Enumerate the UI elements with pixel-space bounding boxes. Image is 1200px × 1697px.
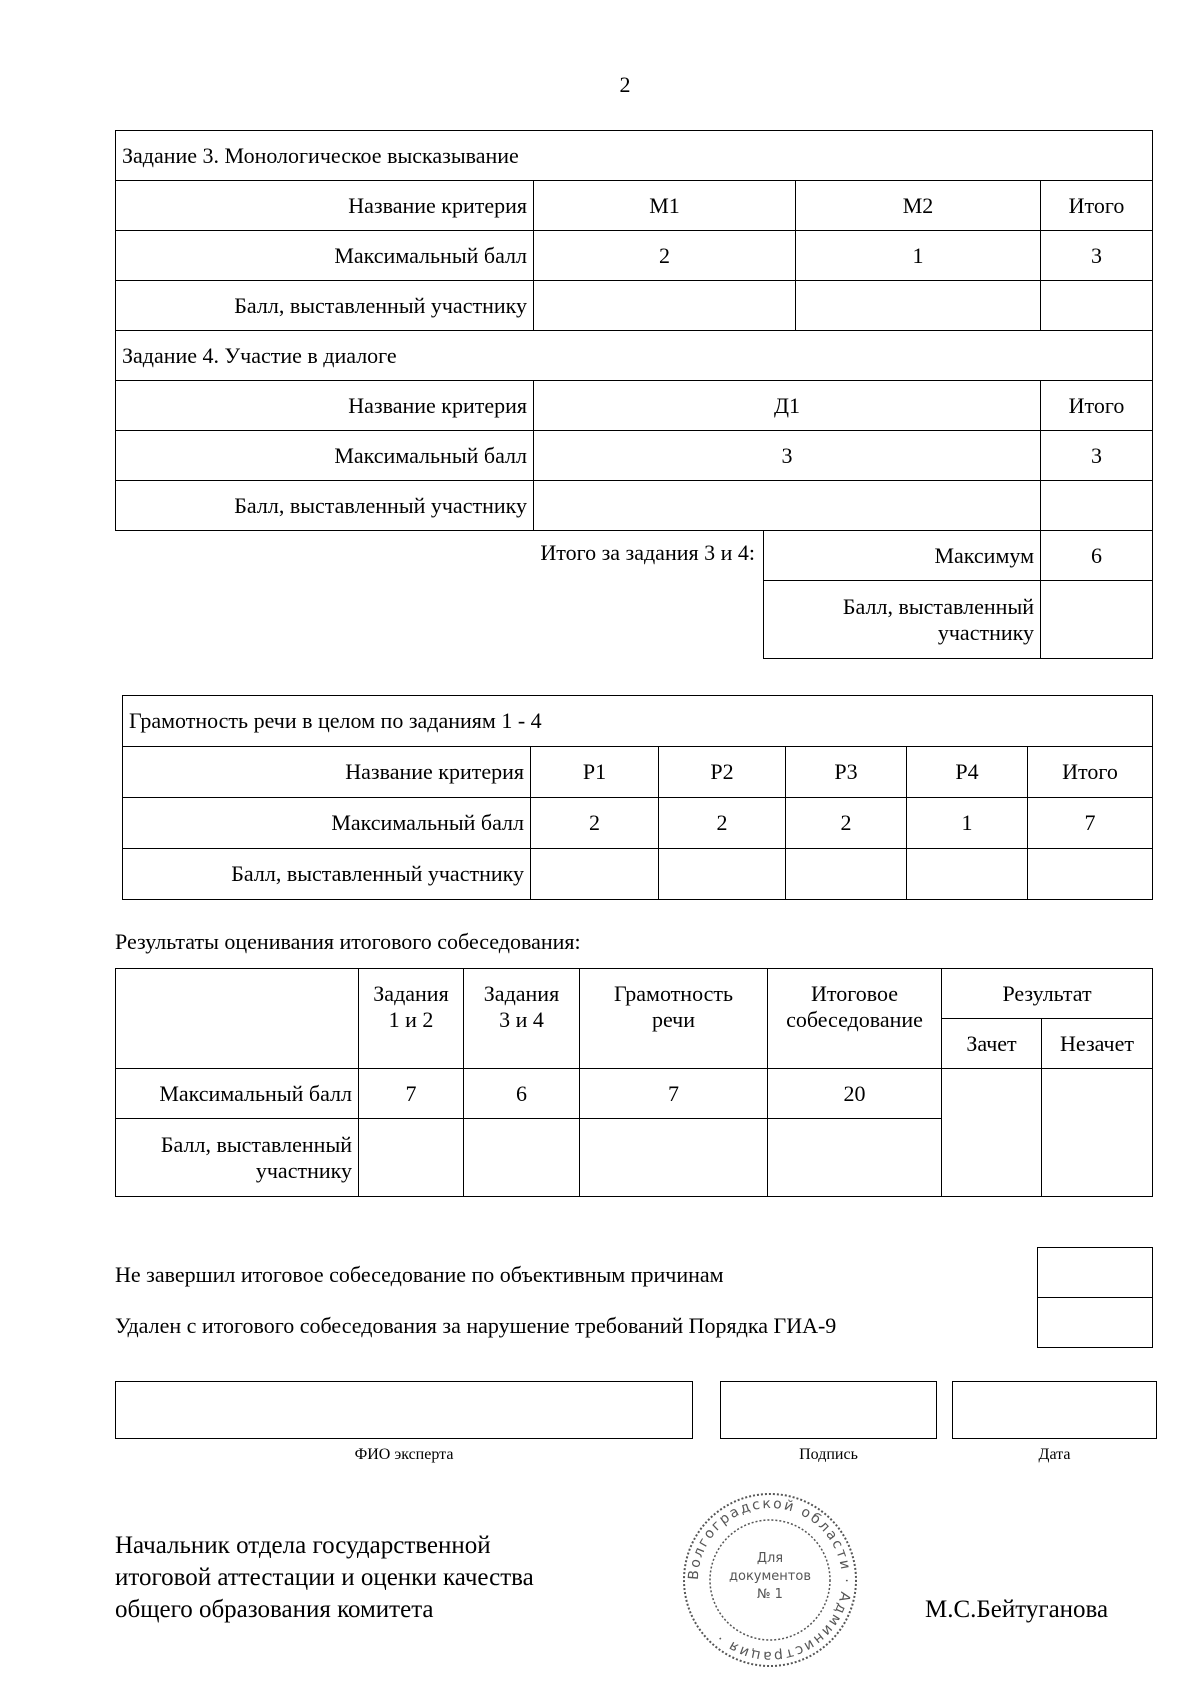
maximum-label: Максимум xyxy=(764,531,1041,581)
criterion-total: Итого xyxy=(1041,181,1153,231)
max-p4: 1 xyxy=(907,798,1028,849)
stamp-ring-text: Волгоградской области · Администрация · xyxy=(685,1495,855,1665)
criterion-total: Итого xyxy=(1041,381,1153,431)
page-number: 2 xyxy=(619,72,631,97)
max-m1: 2 xyxy=(534,231,796,281)
max-score-label: Максимальный балл xyxy=(116,1069,359,1119)
max-p1: 2 xyxy=(531,798,659,849)
criterion-label: Название критерия xyxy=(116,381,534,431)
score-p3-field[interactable] xyxy=(786,849,907,900)
col-literacy-line2: речи xyxy=(651,1007,696,1032)
score-label-line2: участнику xyxy=(255,1157,352,1183)
max-p3: 2 xyxy=(786,798,907,849)
task4-title: Задание 4. Участие в диалоге xyxy=(116,331,1153,381)
score-m1-field[interactable] xyxy=(534,281,796,331)
criterion-label: Название критерия xyxy=(116,181,534,231)
criterion-label: Название критерия xyxy=(123,747,531,798)
signature-label: Подпись xyxy=(799,1446,858,1463)
total-34-label: Итого за задания 3 и 4: xyxy=(540,540,755,565)
col-tasks-1-2-line1: Задания xyxy=(373,981,449,1006)
stamp-line3: № 1 xyxy=(757,1587,783,1602)
participant-score-label: Балл, выставленный участнику xyxy=(116,481,534,531)
criterion-p2: Р2 xyxy=(659,747,786,798)
max-score-label: Максимальный балл xyxy=(116,231,534,281)
col-result: Результат xyxy=(942,969,1153,1019)
criterion-total: Итого xyxy=(1028,747,1153,798)
stamp-line1: Для xyxy=(756,1551,784,1566)
criterion-d1: Д1 xyxy=(534,381,1041,431)
max-p2: 2 xyxy=(659,798,786,849)
position-line3: общего образования комитета xyxy=(115,1596,434,1623)
max-tasks-1-2: 7 xyxy=(359,1069,464,1119)
score-m2-field[interactable] xyxy=(796,281,1041,331)
col-tasks-3-4 xyxy=(464,969,580,1069)
position-line2: итоговой аттестации и оценки качества xyxy=(115,1564,534,1591)
max-literacy: 7 xyxy=(580,1069,768,1119)
col-literacy-line1: Грамотность xyxy=(613,981,734,1006)
not-completed-label: Не завершил итоговое собеседование по объективным причинам xyxy=(115,1262,724,1287)
criterion-m2: М2 xyxy=(796,181,1041,231)
task3-title: Задание 3. Монологическое высказывание xyxy=(116,131,1153,181)
participant-score-label xyxy=(116,1119,359,1197)
official-stamp-icon xyxy=(680,1490,860,1670)
col-final-interview-line1: Итоговое xyxy=(811,981,898,1006)
col-final-interview xyxy=(768,969,942,1069)
col-pass: Зачет xyxy=(942,1019,1042,1069)
score-tasks-1-2-field[interactable] xyxy=(359,1119,464,1197)
position-line1: Начальник отдела государственной xyxy=(115,1532,491,1559)
score-label-line1: Балл, выставленный xyxy=(842,593,1034,619)
score-literacy-total-field[interactable] xyxy=(1028,849,1153,900)
score-task3-total-field[interactable] xyxy=(1041,281,1153,331)
score-p4-field[interactable] xyxy=(907,849,1028,900)
total-34-table xyxy=(763,530,1153,659)
max-score-label: Максимальный балл xyxy=(123,798,531,849)
score-label-line2: участнику xyxy=(937,619,1034,645)
score-p1-field[interactable] xyxy=(531,849,659,900)
max-m2: 1 xyxy=(796,231,1041,281)
score-final-interview-field[interactable] xyxy=(768,1119,942,1197)
col-literacy xyxy=(580,969,768,1069)
max-score-label: Максимальный балл xyxy=(116,431,534,481)
criterion-p4: Р4 xyxy=(907,747,1028,798)
max-d1: 3 xyxy=(534,431,1041,481)
score-tasks-3-4-field[interactable] xyxy=(464,1119,580,1197)
criterion-p3: Р3 xyxy=(786,747,907,798)
score-literacy-field[interactable] xyxy=(580,1119,768,1197)
results-table xyxy=(115,968,1153,1197)
signature-field[interactable] xyxy=(720,1381,937,1439)
fail-field[interactable] xyxy=(1042,1069,1153,1197)
task3-task4-table xyxy=(115,130,1153,531)
maximum-value: 6 xyxy=(1041,531,1153,581)
results-heading: Результаты оценивания итогового собеседования: xyxy=(115,929,581,954)
expert-name-label: ФИО эксперта xyxy=(354,1446,454,1463)
date-label: Дата xyxy=(1038,1446,1071,1463)
score-task4-total-field[interactable] xyxy=(1041,481,1153,531)
criterion-p1: Р1 xyxy=(531,747,659,798)
max-total: 3 xyxy=(1041,431,1153,481)
col-tasks-1-2-line2: 1 и 2 xyxy=(388,1007,434,1032)
expert-name-field[interactable] xyxy=(115,1381,693,1439)
col-tasks-3-4-line1: Задания xyxy=(483,981,560,1006)
col-final-interview-line2: собеседование xyxy=(786,1007,923,1032)
participant-score-label: Балл, выставленный участнику xyxy=(123,849,531,900)
score-p2-field[interactable] xyxy=(659,849,786,900)
col-fail: Незачет xyxy=(1042,1019,1153,1069)
removed-checkbox[interactable] xyxy=(1037,1297,1153,1348)
stamp-line2: документов xyxy=(729,1569,811,1584)
signatory-name: М.С.Бейтуганова xyxy=(925,1596,1109,1623)
col-tasks-1-2 xyxy=(359,969,464,1069)
literacy-title: Грамотность речи в целом по заданиям 1 - 4 xyxy=(123,696,1153,747)
col-tasks-3-4-line2: 3 и 4 xyxy=(499,1007,544,1032)
score-label-line1: Балл, выставленный xyxy=(160,1131,352,1157)
not-completed-checkbox[interactable] xyxy=(1037,1247,1153,1298)
literacy-table xyxy=(122,695,1153,900)
removed-label: Удален с итогового собеседования за нарушение требований Порядка ГИА-9 xyxy=(115,1313,837,1338)
max-total: 3 xyxy=(1041,231,1153,281)
participant-score-label: Балл, выставленный участнику xyxy=(116,281,534,331)
max-final-interview: 20 xyxy=(768,1069,942,1119)
max-tasks-3-4: 6 xyxy=(464,1069,580,1119)
score-d1-field[interactable] xyxy=(534,481,1041,531)
pass-field[interactable] xyxy=(942,1069,1042,1197)
date-field[interactable] xyxy=(952,1381,1157,1439)
position-title xyxy=(115,1530,534,1626)
score-total-34-field[interactable] xyxy=(1041,581,1153,659)
participant-score-label xyxy=(764,581,1041,659)
max-total: 7 xyxy=(1028,798,1153,849)
criterion-m1: М1 xyxy=(534,181,796,231)
results-corner xyxy=(116,969,359,1069)
